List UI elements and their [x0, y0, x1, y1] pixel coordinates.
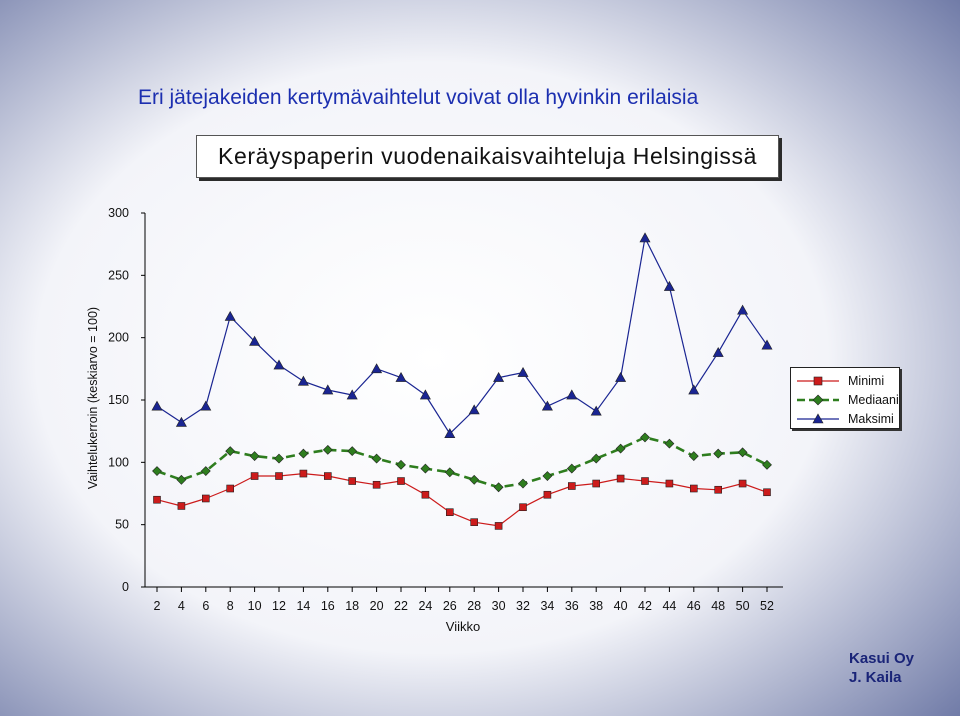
credit-author: J. Kaila	[849, 669, 902, 686]
y-tick-label: 150	[108, 393, 129, 407]
data-point-mediaani	[616, 444, 625, 453]
legend-swatch-mediaani	[797, 394, 839, 406]
data-point-minimi	[690, 485, 697, 492]
data-point-maksimi	[396, 373, 406, 382]
x-tick-label: 46	[686, 599, 701, 613]
data-point-mediaani	[689, 452, 698, 461]
data-point-mediaani	[567, 464, 576, 473]
x-tick-label: 40	[613, 599, 628, 613]
y-tick-label: 50	[115, 517, 129, 532]
y-axis-ticks	[108, 206, 145, 594]
data-point-mediaani	[519, 479, 528, 488]
x-tick-label: 22	[394, 599, 408, 613]
data-point-mediaani	[494, 483, 503, 492]
series-mediaani	[153, 433, 772, 492]
x-tick-label: 26	[442, 599, 457, 613]
data-point-mediaani	[153, 467, 162, 476]
data-point-maksimi	[372, 364, 382, 373]
data-point-mediaani	[592, 454, 601, 463]
y-tick-label: 250	[108, 268, 129, 283]
data-point-maksimi	[567, 390, 577, 399]
data-point-mediaani	[275, 454, 284, 463]
series-line-maksimi	[157, 238, 767, 434]
x-axis-title: Viikko	[445, 619, 481, 634]
x-tick-label: 38	[589, 599, 604, 613]
data-point-minimi	[251, 473, 258, 480]
legend-swatch-minimi	[797, 375, 839, 387]
data-point-maksimi	[518, 368, 528, 377]
data-point-mediaani	[177, 475, 186, 484]
data-point-minimi	[324, 473, 331, 480]
legend-item-maksimi	[797, 409, 893, 428]
x-axis-ticks	[154, 587, 774, 613]
x-tick-label: 52	[760, 599, 774, 613]
data-point-minimi	[642, 478, 649, 485]
data-point-minimi	[446, 509, 453, 516]
data-point-mediaani	[397, 460, 406, 469]
x-tick-label: 48	[711, 599, 726, 613]
x-tick-label: 10	[247, 599, 262, 613]
data-point-mediaani	[543, 472, 552, 481]
data-point-minimi	[422, 491, 429, 498]
x-tick-label: 20	[369, 599, 384, 613]
x-tick-label: 6	[202, 599, 210, 613]
y-tick-label: 100	[108, 455, 129, 470]
series-layer	[152, 233, 772, 529]
legend-label-maksimi: Maksimi	[848, 411, 894, 426]
legend-label-mediaani: Mediaani	[848, 392, 899, 407]
data-point-minimi	[300, 470, 307, 477]
data-point-mediaani	[348, 447, 357, 456]
legend-swatch-maksimi	[797, 413, 839, 425]
data-point-maksimi	[591, 406, 601, 415]
data-point-minimi	[154, 496, 161, 503]
x-tick-label: 30	[491, 599, 506, 613]
data-point-maksimi	[201, 401, 211, 410]
data-point-maksimi	[689, 385, 699, 394]
legend-label-minimi: Minimi	[848, 373, 885, 388]
series-minimi	[154, 470, 771, 529]
data-point-maksimi	[640, 233, 650, 242]
data-point-minimi	[764, 489, 771, 496]
data-point-minimi	[715, 486, 722, 493]
x-tick-label: 14	[296, 599, 311, 613]
x-tick-label: 24	[418, 599, 433, 613]
data-point-mediaani	[372, 454, 381, 463]
data-point-minimi	[202, 495, 209, 502]
data-point-minimi	[520, 504, 527, 511]
data-point-maksimi	[323, 385, 333, 394]
data-point-maksimi	[664, 282, 674, 291]
data-point-maksimi	[225, 311, 235, 320]
data-point-mediaani	[470, 475, 479, 484]
x-tick-label: 16	[320, 599, 335, 613]
series-line-mediaani	[157, 437, 767, 487]
y-tick-label: 300	[108, 206, 129, 220]
data-point-maksimi	[420, 390, 430, 399]
credit-company: Kasui Oy	[849, 650, 915, 667]
x-tick-label: 8	[226, 599, 234, 613]
data-point-mediaani	[323, 445, 332, 454]
x-tick-label: 28	[467, 599, 482, 613]
series-maksimi	[152, 233, 772, 438]
data-point-minimi	[373, 481, 380, 488]
y-tick-label: 0	[122, 580, 129, 594]
plot-area	[145, 213, 783, 587]
data-point-maksimi	[542, 401, 552, 410]
slide-title: Eri jätejakeiden kertymävaihtelut voivat olla hyvinkin erilaisia	[138, 86, 699, 109]
data-point-mediaani	[250, 452, 259, 461]
x-tick-label: 18	[345, 599, 360, 613]
x-tick-label: 32	[516, 599, 530, 613]
data-point-minimi	[568, 483, 575, 490]
legend-item-mediaani	[797, 390, 899, 409]
data-point-maksimi	[616, 373, 626, 382]
data-point-minimi	[471, 519, 478, 526]
data-point-mediaani	[421, 464, 430, 473]
data-point-mediaani	[445, 468, 454, 477]
data-point-minimi	[276, 473, 283, 480]
x-tick-label: 34	[540, 599, 555, 613]
y-tick-label: 200	[108, 330, 129, 345]
data-point-mediaani	[738, 448, 747, 457]
data-point-minimi	[617, 475, 624, 482]
y-axis-title: Vaihtelukerroin (keskiarvo = 100)	[86, 306, 100, 490]
credit	[849, 649, 914, 687]
series-line-minimi	[157, 474, 767, 526]
x-tick-label: 42	[638, 599, 652, 613]
data-point-maksimi	[176, 417, 186, 426]
data-point-mediaani	[299, 449, 308, 458]
x-tick-label: 12	[272, 599, 286, 613]
data-point-minimi	[593, 480, 600, 487]
data-point-minimi	[178, 502, 185, 509]
data-point-maksimi	[298, 376, 308, 385]
data-point-minimi	[349, 478, 356, 485]
data-point-maksimi	[762, 340, 772, 349]
data-point-mediaani	[714, 449, 723, 458]
data-point-minimi	[495, 522, 502, 529]
data-point-maksimi	[152, 401, 162, 410]
data-point-minimi	[739, 480, 746, 487]
data-point-mediaani	[763, 460, 772, 469]
x-tick-label: 2	[153, 599, 161, 613]
x-tick-label: 4	[177, 599, 185, 613]
data-point-mediaani	[665, 439, 674, 448]
data-point-minimi	[666, 480, 673, 487]
data-point-maksimi	[713, 348, 723, 357]
data-point-minimi	[544, 491, 551, 498]
chart-legend	[790, 367, 900, 429]
legend-item-minimi	[797, 371, 893, 390]
x-tick-label: 36	[564, 599, 579, 613]
chart-title: Keräyspaperin vuodenaikaisvaihteluja Helsingissä	[196, 135, 779, 178]
data-point-minimi	[227, 485, 234, 492]
data-point-minimi	[398, 478, 405, 485]
data-point-mediaani	[641, 433, 650, 442]
data-point-maksimi	[738, 305, 748, 314]
x-tick-label: 44	[662, 599, 677, 613]
x-tick-label: 50	[735, 599, 750, 613]
